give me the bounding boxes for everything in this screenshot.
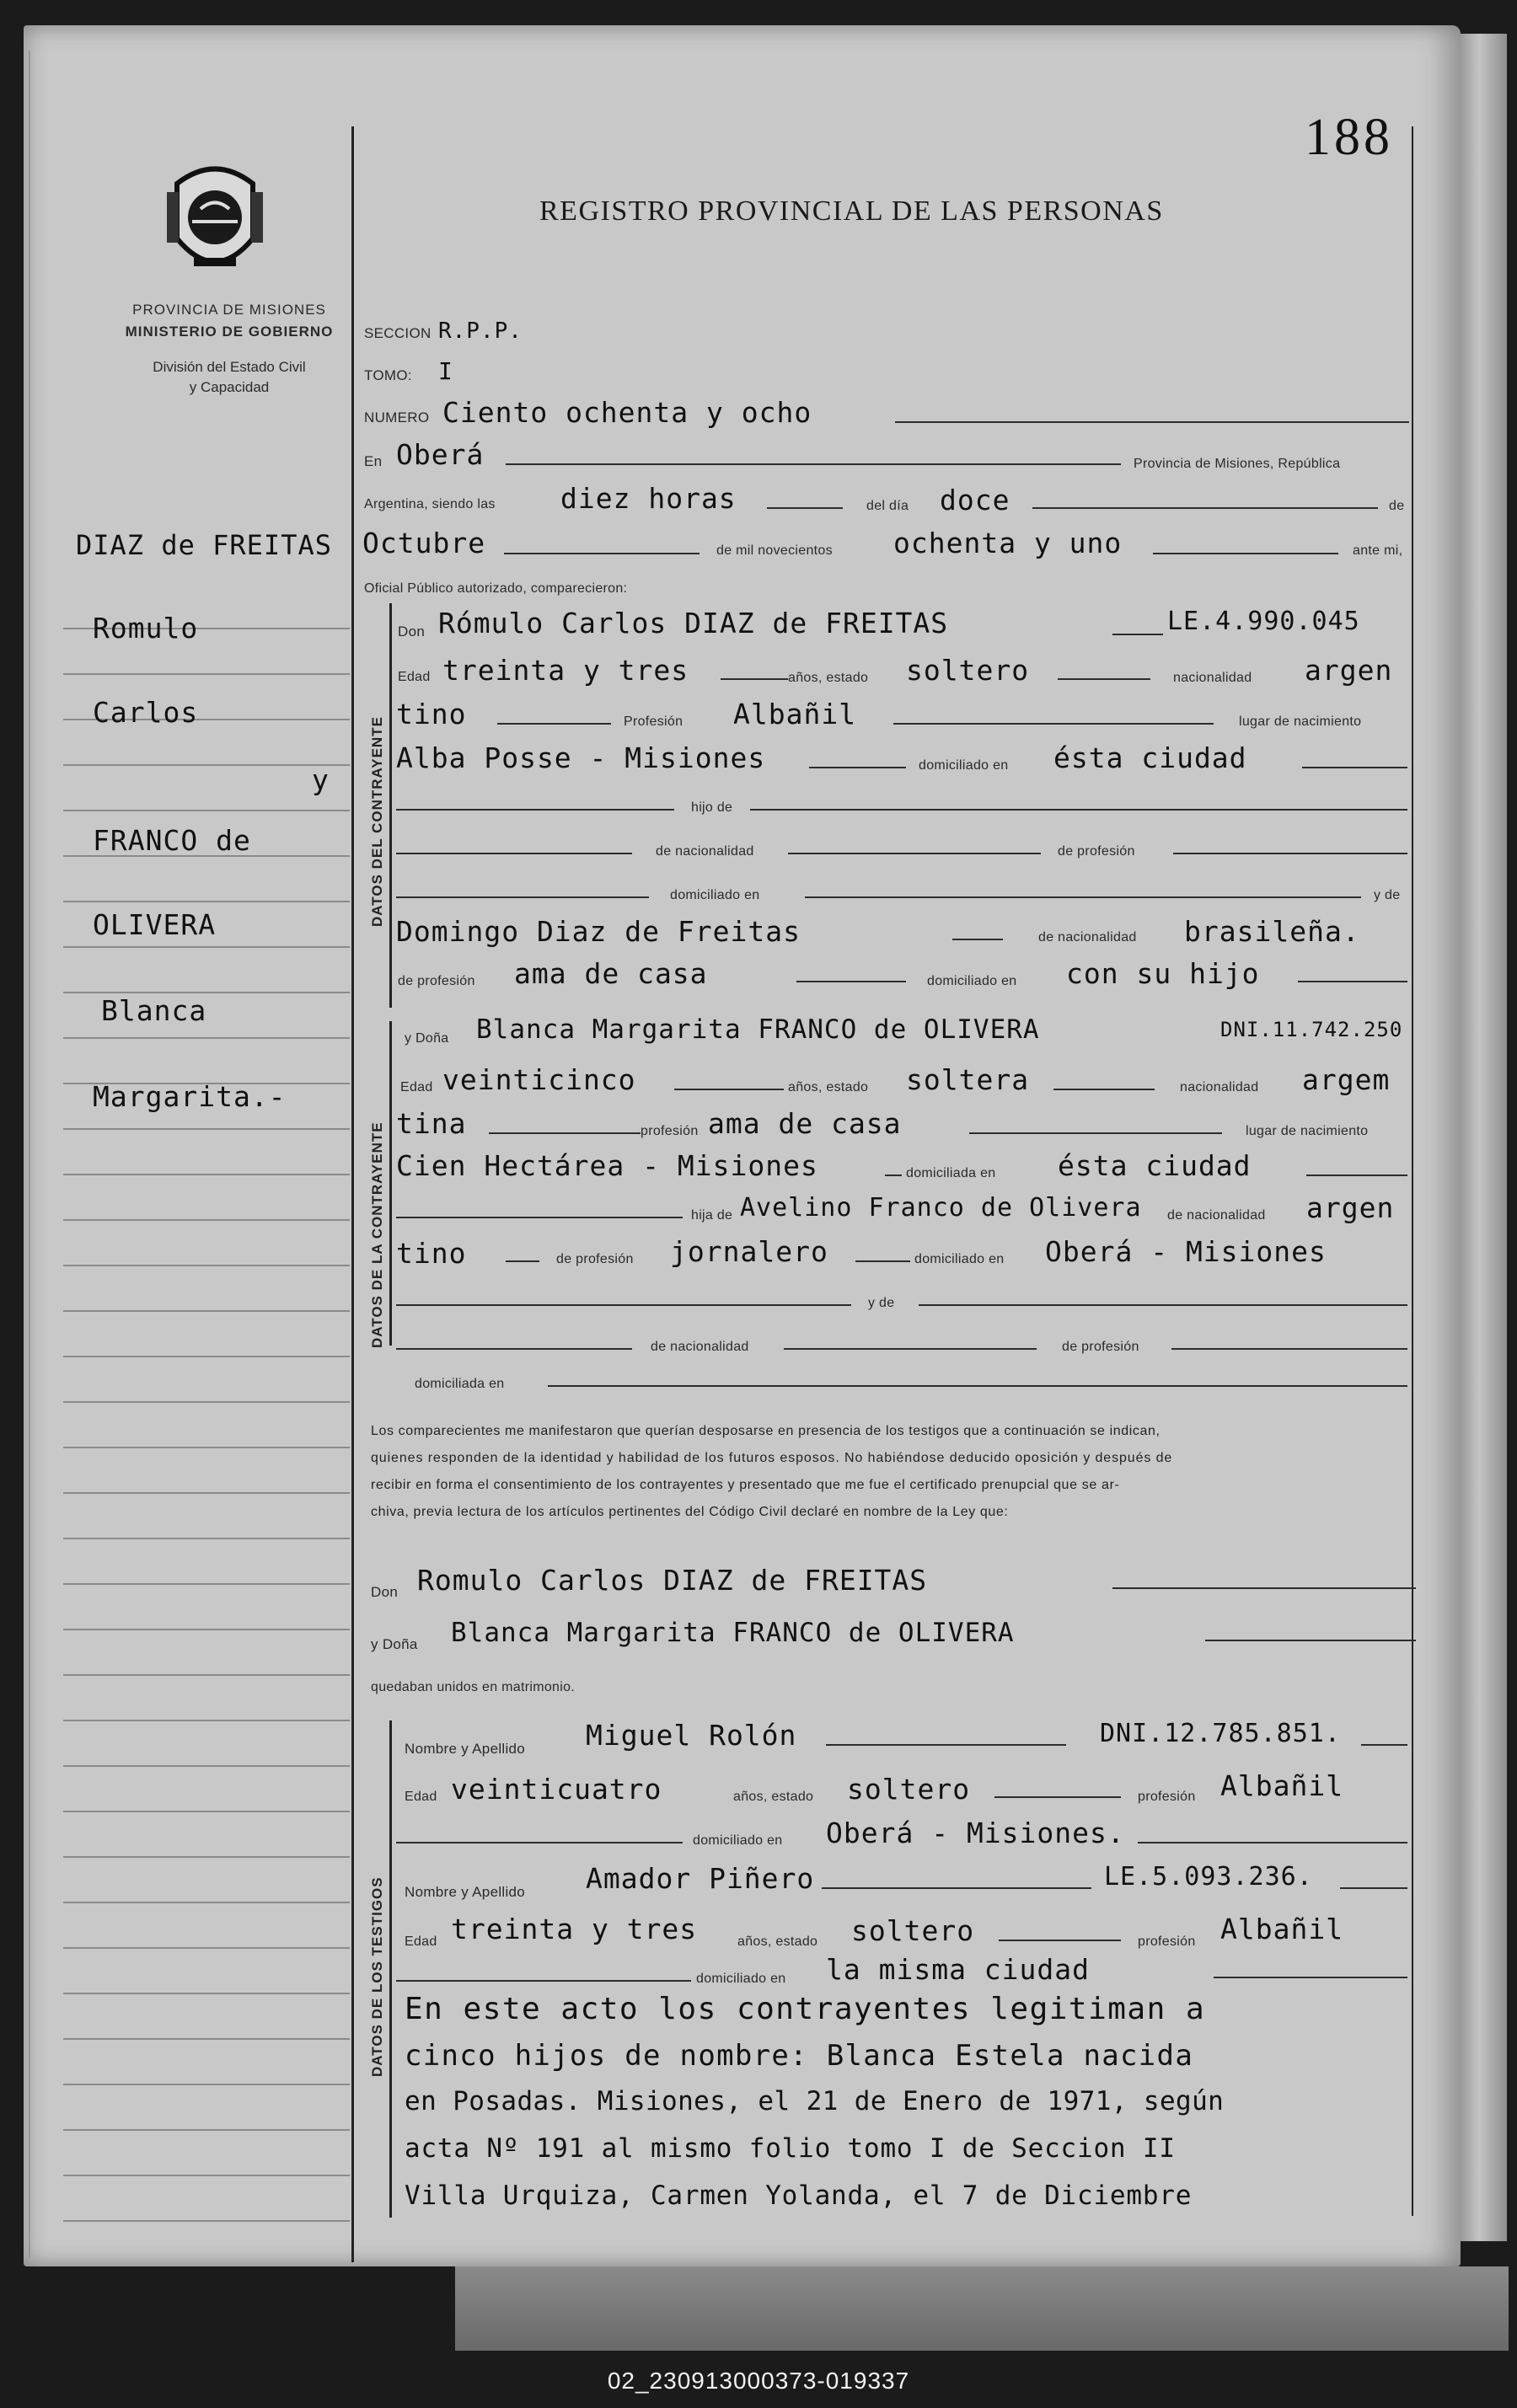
province-crest-icon (160, 158, 270, 285)
statement-line-3: recibir en forma el consentimiento de los contrayentes y presentado que me fue el certificado prenupcial que se ar- (371, 1478, 1120, 1492)
de-label: de (1389, 499, 1405, 513)
dia-value: doce (940, 484, 1010, 516)
statement-dona-label: y Doña (371, 1636, 418, 1652)
statement-dona-value: Blanca Margarita FRANCO de OLIVERA (451, 1618, 1015, 1648)
tomo-label: TOMO: (364, 367, 412, 383)
file-caption: 02_230913000373-019337 (607, 2368, 910, 2394)
anio-line (1153, 553, 1338, 554)
lugar-2-line (885, 1175, 902, 1176)
unidos-label: quedaban unidos en matrimonio. (371, 1680, 576, 1694)
margin-note-surname-2: FRANCO de (93, 824, 251, 857)
hijo-nac-line-b (788, 853, 1041, 854)
edad-label: Edad (398, 670, 431, 684)
testigo-2-domiciliado-label: domiciliado en (696, 1972, 786, 1986)
domiciliada-en-label: domiciliada en (415, 1377, 505, 1391)
hija-label: hija de (691, 1208, 733, 1223)
contrayente-doc: LE.4.990.045 (1167, 607, 1360, 636)
profesion-label: Profesión (624, 714, 683, 729)
y-de-label: y de (1374, 888, 1401, 902)
testigo-1-profesion-value: Albañil (1220, 1769, 1344, 1802)
lugar-value: Alba Posse - Misiones (396, 741, 766, 774)
margin-rule-line (63, 1538, 350, 1539)
margin-rule-line (63, 1265, 350, 1266)
margin-divider (351, 126, 354, 2262)
estado-2-line (1053, 1089, 1155, 1090)
testigo-1-edad-label: Edad (405, 1790, 437, 1804)
testigo-2-estado-line (999, 1940, 1121, 1941)
testigo-2-dom-line-b (1214, 1977, 1407, 1978)
margin-rule-line (63, 1720, 350, 1721)
note-line-1: En este acto los contrayentes legitiman a (405, 1992, 1206, 2026)
madre-prof-label: de profesión (398, 974, 475, 988)
institution-ministry: MINISTERIO DE GOBIERNO (125, 324, 334, 340)
y-de-2-line-b (919, 1304, 1407, 1306)
edad-line (721, 678, 788, 680)
margin-rule-line (63, 1993, 350, 1994)
nacionalidad-2-value: argem (1302, 1063, 1391, 1096)
padre-prof-label: de profesión (556, 1252, 634, 1266)
margin-rule-line (63, 1947, 350, 1949)
testigo-1-dom-line-a (396, 1842, 683, 1843)
margin-rule-line (63, 1902, 350, 1903)
margin-rule-line (63, 901, 350, 902)
dona-label: y Doña (405, 1031, 449, 1046)
hijo-line-a (396, 809, 674, 811)
madre-prof-value: ama de casa (514, 957, 708, 990)
margin-rule-line (63, 1629, 350, 1630)
book-page-edge (1461, 34, 1507, 2241)
nac-2-cont-line (489, 1132, 641, 1134)
de-nacionalidad-label: de nacionalidad (656, 844, 754, 859)
lugar-line (809, 767, 906, 768)
hijo-dom-line-b (805, 896, 1361, 898)
dia-line (1032, 507, 1378, 509)
nac-cont-line (497, 723, 611, 725)
domicilio-value: ésta ciudad (1053, 741, 1247, 774)
margin-rule-line (63, 2175, 350, 2176)
statement-line-4: chiva, previa lectura de los artículos pertinentes del Código Civil declaré en nombre de la Ley que: (371, 1505, 1009, 1519)
de-profesion-2-label: de profesión (1062, 1340, 1139, 1354)
section-title-testigos: DATOS DE LOS TESTIGOS (369, 1876, 385, 2077)
numero-value: Ciento ochenta y ocho (442, 396, 812, 429)
margin-rule-line (63, 1128, 350, 1130)
testigo-1-nombre-line (826, 1744, 1066, 1746)
testigo-1-nombre-value: Miguel Rolón (586, 1719, 797, 1752)
margin-note-surname-1: DIAZ de FREITAS (76, 529, 332, 561)
madre-nac-value: brasileña. (1184, 915, 1360, 948)
margin-rule-line (63, 673, 350, 675)
margin-rule-line (63, 1811, 350, 1812)
madre-2-prof-line (1171, 1348, 1407, 1350)
argentina-label: Argentina, siendo las (364, 497, 496, 511)
en-line (506, 463, 1121, 465)
margin-rule-line (63, 1174, 350, 1175)
padre-dom-label: domiciliado en (914, 1252, 1005, 1266)
margin-rule-line (63, 992, 350, 993)
hijo-prof-line (1173, 853, 1407, 854)
madre-line (952, 939, 1003, 940)
padre-nac-value-cont: tino (396, 1237, 467, 1270)
padre-nac-cont-line (506, 1260, 539, 1262)
margin-rule-line (63, 2038, 350, 2040)
domiciliada-label: domiciliada en (906, 1166, 996, 1180)
margin-note-and: y (312, 763, 330, 796)
tomo-value: I (438, 357, 453, 385)
de-profesion-label: de profesión (1058, 844, 1135, 859)
margin-rule-line (63, 2129, 350, 2131)
dia-label: del día (866, 499, 909, 513)
section-bracket-1 (389, 603, 392, 1008)
note-line-5: Villa Urquiza, Carmen Yolanda, el 7 de Diciembre (405, 2181, 1193, 2211)
domiciliado-en-label: domiciliado en (670, 888, 760, 902)
anio-value: ochenta y uno (893, 527, 1123, 559)
statement-don-line (1112, 1587, 1416, 1589)
testigo-2-edad-label: Edad (405, 1934, 437, 1949)
testigo-2-doc: LE.5.093.236. (1104, 1862, 1313, 1892)
contrayente-2-doc: DNI.11.742.250 (1220, 1018, 1403, 1041)
statement-don-label: Don (371, 1584, 399, 1600)
anios-2-label: años, estado (788, 1080, 869, 1094)
testigo-2-estado-value: soltero (851, 1914, 975, 1947)
padre-nac-value: argen (1306, 1191, 1395, 1224)
padre-value: Avelino Franco de Olivera (740, 1193, 1142, 1223)
margin-rule-line (63, 2084, 350, 2085)
testigo-2-profesion-label: profesión (1138, 1934, 1196, 1949)
estado-2-value: soltera (906, 1063, 1030, 1096)
statement-line-1: Los comparecientes me manifestaron que querían desposarse en presencia de los testigos que a continuación se indican, (371, 1424, 1161, 1438)
testigo-1-domicilio-value: Oberá - Misiones. (826, 1817, 1125, 1849)
hija-line (396, 1217, 683, 1218)
madre-2-nac-line-a (396, 1348, 632, 1350)
hora-line (767, 507, 843, 509)
contrayente-2-name: Blanca Margarita FRANCO de OLIVERA (476, 1014, 1040, 1045)
margin-rule-line (63, 2220, 350, 2222)
edad-2-value: veinticinco (442, 1063, 636, 1096)
profesion-2-value: ama de casa (708, 1107, 902, 1140)
nacionalidad-2-value-cont: tina (396, 1107, 467, 1140)
hora-value: diez horas (560, 482, 737, 515)
estado-line (1058, 678, 1150, 680)
margin-rule-line (63, 1037, 350, 1039)
numero-label: NUMERO (364, 409, 430, 425)
nacionalidad-label: nacionalidad (1173, 671, 1252, 685)
margin-rule-line (63, 1356, 350, 1357)
edad-2-line (674, 1089, 784, 1090)
nacionalidad-value: argen (1305, 654, 1393, 687)
margin-note-surname-3: OLIVERA (93, 908, 217, 941)
en-label: En (364, 453, 383, 469)
madre-prof-line (796, 981, 906, 982)
madre-dom-value: con su hijo (1066, 957, 1260, 990)
institution-division-cont: y Capacidad (189, 379, 270, 395)
testigo-1-profesion-label: profesión (1138, 1790, 1196, 1804)
lugar-2-value: Cien Hectárea - Misiones (396, 1149, 818, 1182)
lugar-2-label: lugar de nacimiento (1246, 1124, 1369, 1138)
nacionalidad-2-label: nacionalidad (1180, 1080, 1259, 1094)
testigo-2-nombre-value: Amador Piñero (586, 1862, 815, 1895)
margin-note-name-3: Blanca (101, 994, 207, 1027)
testigo-2-profesion-value: Albañil (1220, 1913, 1344, 1945)
madre-2-dom-line (548, 1385, 1407, 1387)
testigo-2-nombre-line (822, 1887, 1091, 1889)
margin-note-name-2: Carlos (93, 696, 199, 729)
section-title-contrayente: DATOS DEL CONTRAYENTE (369, 716, 385, 927)
testigo-1-estado-value: soltero (847, 1773, 971, 1806)
hijo-label: hijo de (691, 800, 733, 815)
statement-line-2: quienes responden de la identidad y habilidad de los futuros esposos. No habiéndose deducido oposición y después de (371, 1451, 1173, 1465)
contrayente-name-line (1112, 634, 1163, 635)
testigo-1-edad-value: veinticuatro (451, 1773, 662, 1806)
page-right-rule (1412, 126, 1413, 2216)
testigo-2-dom-line-a (396, 1980, 691, 1982)
margin-rule-line (63, 1765, 350, 1767)
y-de-2-line-a (396, 1304, 851, 1306)
madre-dom-label: domiciliado en (927, 974, 1017, 988)
hijo-dom-line (396, 896, 649, 898)
numero-line (895, 421, 1409, 423)
statement-don-value: Romulo Carlos DIAZ de FREITAS (417, 1564, 928, 1597)
hijo-line-b (750, 809, 1407, 811)
madre-dom-line (1298, 981, 1407, 982)
margin-rule-line (63, 946, 350, 948)
margin-rule-line (63, 764, 350, 766)
margin-rule-line (63, 1447, 350, 1448)
madre-value: Domingo Diaz de Freitas (396, 915, 801, 948)
margin-rule-line (63, 810, 350, 811)
en-value: Oberá (396, 438, 485, 471)
margin-rule-line (63, 1219, 350, 1221)
page-number: 188 (1305, 109, 1393, 166)
domicilio-line (1302, 767, 1407, 768)
domicilio-2-value: ésta ciudad (1058, 1149, 1252, 1182)
institution-province: PROVINCIA DE MISIONES (132, 302, 326, 318)
margin-rule-line (63, 1310, 350, 1312)
padre-prof-value: jornalero (670, 1235, 828, 1268)
profesion-line (893, 723, 1214, 725)
document-title: REGISTRO PROVINCIAL DE LAS PERSONAS (539, 195, 1164, 227)
margin-note-name-1: Romulo (93, 612, 199, 645)
margin-rule-line (63, 1492, 350, 1494)
note-line-2: cinco hijos de nombre: Blanca Estela nacida (405, 2039, 1194, 2073)
hijo-nac-line (396, 853, 632, 854)
section-bracket-2 (389, 1021, 392, 1346)
seccion-value: R.P.P. (438, 318, 523, 344)
oficial-label: Oficial Público autorizado, comparecieron: (364, 581, 628, 596)
ante-label: ante mi, (1353, 543, 1403, 558)
mes-value: Octubre (362, 527, 486, 559)
padre-nac-label: de nacionalidad (1167, 1208, 1266, 1223)
anios-label: años, estado (788, 671, 869, 685)
nacionalidad-value-cont: tino (396, 698, 467, 730)
book-lower-page (455, 2266, 1509, 2351)
testigo-2-edad-value: treinta y tres (451, 1913, 698, 1945)
testigo-1-doc: DNI.12.785.851. (1100, 1719, 1341, 1748)
section-bracket-3 (389, 1720, 392, 2218)
section-title-contrayente-2: DATOS DE LA CONTRAYENTE (369, 1121, 385, 1348)
margin-rule-line (63, 1674, 350, 1676)
anio-label: de mil novecientos (716, 543, 833, 558)
testigo-2-anios-label: años, estado (737, 1934, 818, 1949)
testigo-1-anios-label: años, estado (733, 1790, 814, 1804)
padre-dom-value: Oberá - Misiones (1045, 1235, 1327, 1268)
margin-note-name-4: Margarita.- (93, 1080, 287, 1113)
testigo-2-domicilio-value: la misma ciudad (826, 1953, 1091, 1986)
domicilio-2-line (1306, 1175, 1407, 1176)
profesion-2-label: profesión (641, 1124, 699, 1138)
profesion-2-line (969, 1132, 1222, 1134)
seccion-label: SECCION (364, 325, 432, 341)
page-left-border (29, 51, 30, 2258)
padre-prof-line (855, 1260, 910, 1262)
edad-value: treinta y tres (442, 654, 689, 687)
profesion-value: Albañil (733, 698, 857, 730)
provincia-label: Provincia de Misiones, República (1134, 457, 1341, 471)
madre-2-nac-line-b (784, 1348, 1037, 1350)
testigo-1-nombre-label: Nombre y Apellido (405, 1741, 526, 1757)
domiciliado-label: domiciliado en (919, 758, 1009, 773)
testigo-1-domiciliado-label: domiciliado en (693, 1833, 783, 1848)
note-line-4: acta Nº 191 al mismo folio tomo I de Seccion II (405, 2133, 1176, 2164)
mes-line (504, 553, 700, 554)
margin-rule-line (63, 1401, 350, 1403)
de-nacionalidad-2-label: de nacionalidad (651, 1340, 749, 1354)
madre-nac-label: de nacionalidad (1038, 930, 1137, 944)
note-line-3: en Posadas. Misiones, el 21 de Enero de 1971, según (405, 2086, 1225, 2116)
lugar-label: lugar de nacimiento (1239, 714, 1362, 729)
contrayente-name: Rómulo Carlos DIAZ de FREITAS (438, 607, 949, 639)
testigo-1-estado-line (994, 1796, 1121, 1798)
testigo-2-doc-line (1340, 1887, 1407, 1889)
edad-2-label: Edad (400, 1080, 433, 1094)
testigo-2-nombre-label: Nombre y Apellido (405, 1884, 526, 1900)
testigo-1-doc-line (1361, 1744, 1407, 1746)
statement-dona-line (1205, 1640, 1416, 1641)
institution-division: División del Estado Civil (153, 359, 306, 375)
margin-rule-line (63, 1583, 350, 1585)
testigo-1-dom-line-b (1138, 1842, 1407, 1843)
margin-rule-line (63, 1856, 350, 1858)
don-label: Don (398, 623, 426, 639)
estado-value: soltero (906, 654, 1030, 687)
y-de-2-label: y de (868, 1296, 895, 1310)
